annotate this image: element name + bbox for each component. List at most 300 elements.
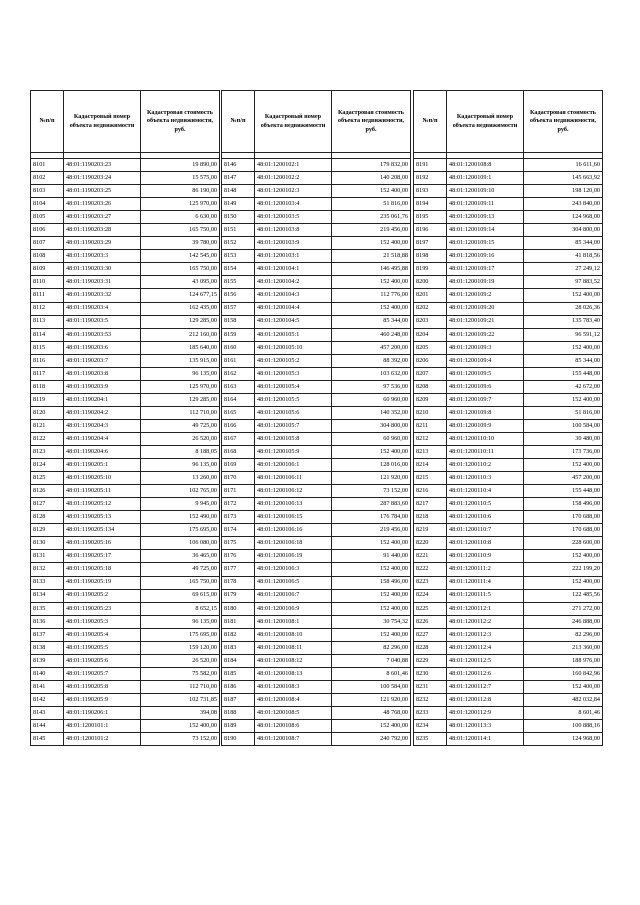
cadastral-value: 49 725,00 [141,563,220,576]
cadastral-number: 48:01:1200109:5 [447,367,524,380]
cadastral-number: 48:01:1190203:27 [64,211,141,224]
cadastral-number: 48:01:1200110:7 [447,524,524,537]
row-number: 8117 [31,367,64,380]
row-number: 8134 [31,589,64,602]
cadastral-value: 85 344,00 [332,315,411,328]
cadastral-value: 49 725,00 [141,419,220,432]
cadastral-number: 48:01:1200109:15 [447,237,524,250]
cadastral-number: 48:01:1190203:26 [64,198,141,211]
cadastral-value: 39 780,00 [141,237,220,250]
cadastral-number: 48:01:1200112:9 [447,706,524,719]
table-row [414,459,603,472]
cadastral-number: 48:01:1190205:12 [64,498,141,511]
cadastral-value: 146 495,88 [332,263,411,276]
row-number: 8105 [31,211,64,224]
cadastral-number: 48:01:1200101:2 [64,733,141,746]
cadastral-number: 48:01:1190205:16 [64,537,141,550]
cadastral-number: 48:01:1200112:4 [447,641,524,654]
cadastral-value: 16 611,60 [524,159,603,172]
cadastral-number: 48:01:1200110:5 [447,498,524,511]
cadastral-value: 51 816,00 [524,406,603,419]
table-row [414,354,603,367]
table-row [222,250,411,263]
table-row [222,524,411,537]
cadastral-number: 48:01:1190203:3 [64,250,141,263]
row-number: 8235 [414,733,447,746]
table-row [222,406,411,419]
row-number: 8165 [222,406,255,419]
header-cadastral: Кадастровый номер объекта недвижимости [447,91,524,153]
cadastral-value: 15 575,00 [141,172,220,185]
row-number: 8177 [222,563,255,576]
cadastral-value: 152 400,00 [332,185,411,198]
cadastral-value: 122 485,56 [524,589,603,602]
row-number: 8183 [222,641,255,654]
row-number: 8149 [222,198,255,211]
cadastral-number: 48:01:1190203:24 [64,172,141,185]
cadastral-value: 152 400,00 [524,550,603,563]
cadastral-value: 170 688,00 [524,524,603,537]
cadastral-value: 73 152,00 [332,485,411,498]
cadastral-value: 26 520,00 [141,654,220,667]
cadastral-value: 152 400,00 [332,446,411,459]
table-row [222,641,411,654]
row-number: 8156 [222,289,255,302]
cadastral-value: 8 652,15 [141,602,220,615]
cadastral-value: 8 188,05 [141,446,220,459]
table-row [222,302,411,315]
table-row [31,615,220,628]
cadastral-value: 304 800,00 [524,224,603,237]
cadastral-number: 48:01:1200106:7 [255,589,332,602]
cadastral-number: 48:01:1190205:17 [64,550,141,563]
row-number: 8203 [414,315,447,328]
cadastral-number: 48:01:1200106:18 [255,537,332,550]
register-table-3 [413,90,603,746]
row-number: 8210 [414,406,447,419]
cadastral-value: 30 754,32 [332,615,411,628]
cadastral-value: 457 200,00 [524,472,603,485]
table-row [222,393,411,406]
cadastral-value: 176 784,00 [332,511,411,524]
row-number: 8207 [414,367,447,380]
row-number: 8173 [222,511,255,524]
row-number: 8161 [222,354,255,367]
row-number: 8230 [414,667,447,680]
cadastral-number: 48:01:1200111:4 [447,576,524,589]
cadastral-number: 48:01:1200106:13 [255,498,332,511]
cadastral-number: 48:01:1200103:9 [255,237,332,250]
table-row [222,159,411,172]
header-row [31,91,220,153]
cadastral-value: 219 456,00 [332,224,411,237]
row-number: 8220 [414,537,447,550]
row-number: 8110 [31,276,64,289]
row-number: 8227 [414,628,447,641]
row-number: 8132 [31,563,64,576]
cadastral-number: 48:01:1190204:2 [64,406,141,419]
row-number: 8130 [31,537,64,550]
cadastral-number: 48:01:1200105:4 [255,380,332,393]
table-row [222,680,411,693]
row-number: 8155 [222,276,255,289]
cadastral-value: 271 272,00 [524,602,603,615]
table-row [414,367,603,380]
row-number: 8101 [31,159,64,172]
cadastral-value: 102 765,00 [141,485,220,498]
cadastral-number: 48:01:1200105:5 [255,393,332,406]
cadastral-number: 48:01:1200102:1 [255,159,332,172]
table-row [31,211,220,224]
table-row [222,733,411,746]
table-row [222,198,411,211]
cadastral-number: 48:01:1200108:12 [255,654,332,667]
cadastral-number: 48:01:1190203:25 [64,185,141,198]
row-number: 8133 [31,576,64,589]
row-number: 8138 [31,641,64,654]
cadastral-number: 48:01:1200109:13 [447,211,524,224]
cadastral-value: 88 392,00 [332,354,411,367]
table-row [414,432,603,445]
cadastral-value: 162 435,00 [141,302,220,315]
table-row [31,185,220,198]
table-row [31,680,220,693]
header-value: Кадастровая стоимость объекта недвижимости, руб. [141,91,220,153]
table-row [222,511,411,524]
row-number: 8159 [222,328,255,341]
row-number: 8194 [414,198,447,211]
row-number: 8109 [31,263,64,276]
table-row [31,511,220,524]
cadastral-value: 243 840,00 [524,198,603,211]
row-number: 8189 [222,720,255,733]
table-row [31,380,220,393]
cadastral-value: 121 920,00 [332,472,411,485]
cadastral-number: 48:01:1200105:2 [255,354,332,367]
row-number: 8180 [222,602,255,615]
cadastral-number: 48:01:1190203:31 [64,276,141,289]
register-table-2 [221,90,411,746]
table-row [222,654,411,667]
row-number: 8218 [414,511,447,524]
table-row [31,315,220,328]
cadastral-value: 212 160,00 [141,328,220,341]
cadastral-number: 48:01:1200108:7 [255,733,332,746]
row-number: 8121 [31,419,64,432]
table-row [31,302,220,315]
cadastral-value: 152 490,00 [141,511,220,524]
row-number: 8118 [31,380,64,393]
cadastral-value: 165 750,00 [141,263,220,276]
cadastral-value: 82 296,00 [524,628,603,641]
cadastral-number: 48:01:1190205:10 [64,472,141,485]
row-number: 8224 [414,589,447,602]
table-row [31,733,220,746]
cadastral-value: 48 768,00 [332,706,411,719]
cadastral-value: 142 545,00 [141,250,220,263]
register-table-2-body [222,91,411,746]
row-number: 8164 [222,393,255,406]
table-row [414,315,603,328]
table-row [222,263,411,276]
cadastral-value: 152 400,00 [332,237,411,250]
table-row [414,341,603,354]
cadastral-number: 48:01:1200110:8 [447,537,524,550]
cadastral-value: 460 248,00 [332,328,411,341]
table-row [414,706,603,719]
cadastral-number: 48:01:1190203:28 [64,224,141,237]
cadastral-value: 222 199,20 [524,563,603,576]
cadastral-value: 21 518,88 [332,250,411,263]
cadastral-value: 175 695,00 [141,628,220,641]
cadastral-value: 69 615,00 [141,589,220,602]
cadastral-number: 48:01:1200106:3 [255,563,332,576]
row-number: 8144 [31,720,64,733]
table-row [31,446,220,459]
table-row [222,328,411,341]
table-row [414,302,603,315]
cadastral-number: 48:01:1200104:3 [255,289,332,302]
cadastral-number: 48:01:1190204:4 [64,432,141,445]
cadastral-number: 48:01:1200109:9 [447,419,524,432]
cadastral-number: 48:01:1200112:8 [447,693,524,706]
table-row [31,224,220,237]
row-number: 8111 [31,289,64,302]
table-row [222,237,411,250]
cadastral-number: 48:01:1200109:19 [447,276,524,289]
cadastral-value: 145 663,92 [524,172,603,185]
row-number: 8212 [414,432,447,445]
table-row [222,576,411,589]
cadastral-number: 48:01:1200109:10 [447,185,524,198]
table-row [414,733,603,746]
cadastral-value: 246 888,00 [524,615,603,628]
cadastral-number: 48:01:1200112:2 [447,615,524,628]
cadastral-number: 48:01:1190203:23 [64,159,141,172]
table-row [222,276,411,289]
cadastral-number: 48:01:1190206:1 [64,706,141,719]
table-row [222,720,411,733]
row-number: 8184 [222,654,255,667]
cadastral-value: 165 750,00 [141,576,220,589]
row-number: 8160 [222,341,255,354]
cadastral-number: 48:01:1190203:29 [64,237,141,250]
row-number: 8196 [414,224,447,237]
cadastral-value: 124 968,00 [524,211,603,224]
row-number: 8198 [414,250,447,263]
cadastral-value: 482 032,84 [524,693,603,706]
row-number: 8148 [222,185,255,198]
cadastral-number: 48:01:1200109:17 [447,263,524,276]
cadastral-value: 152 400,00 [332,302,411,315]
row-number: 8168 [222,446,255,459]
cadastral-number: 48:01:1200109:11 [447,198,524,211]
table-row [414,472,603,485]
row-number: 8200 [414,276,447,289]
table-row [31,198,220,211]
row-number: 8195 [414,211,447,224]
cadastral-value: 235 061,76 [332,211,411,224]
cadastral-value: 128 016,00 [332,459,411,472]
cadastral-value: 91 440,00 [332,550,411,563]
row-number: 8128 [31,511,64,524]
table-row [414,328,603,341]
cadastral-value: 73 152,00 [141,733,220,746]
cadastral-value: 26 520,00 [141,432,220,445]
row-number: 8178 [222,576,255,589]
cadastral-value: 152 400,00 [332,537,411,550]
cadastral-number: 48:01:1190205:13 [64,511,141,524]
cadastral-value: 28 026,36 [524,302,603,315]
table-row [31,720,220,733]
header-num: №п/п [222,91,255,153]
row-number: 8127 [31,498,64,511]
cadastral-value: 19 890,00 [141,159,220,172]
row-number: 8192 [414,172,447,185]
row-number: 8191 [414,159,447,172]
header-num: №п/п [414,91,447,153]
cadastral-value: 30 480,00 [524,432,603,445]
table-row [414,511,603,524]
row-number: 8208 [414,380,447,393]
register-table-3-body [414,91,603,746]
table-row [222,628,411,641]
cadastral-number: 48:01:1200106:9 [255,602,332,615]
cadastral-value: 152 400,00 [524,459,603,472]
table-row [31,263,220,276]
cadastral-number: 48:01:1190203:7 [64,354,141,367]
table-row [222,224,411,237]
row-number: 8176 [222,550,255,563]
cadastral-number: 48:01:1200110:11 [447,446,524,459]
table-row [414,550,603,563]
table-row [31,485,220,498]
row-number: 8152 [222,237,255,250]
cadastral-value: 60 960,00 [332,432,411,445]
cadastral-value: 188 976,00 [524,654,603,667]
cadastral-value: 129 285,00 [141,393,220,406]
cadastral-number: 48:01:1200109:7 [447,393,524,406]
cadastral-number: 48:01:1200105:7 [255,419,332,432]
table-row [414,537,603,550]
cadastral-value: 129 285,00 [141,315,220,328]
table-row [222,432,411,445]
row-number: 8147 [222,172,255,185]
cadastral-value: 9 945,00 [141,498,220,511]
cadastral-number: 48:01:1200109:4 [447,354,524,367]
table-row [222,211,411,224]
cadastral-number: 48:01:1200105:10 [255,341,332,354]
table-row [414,406,603,419]
row-number: 8107 [31,237,64,250]
table-row [414,628,603,641]
cadastral-value: 152 400,00 [524,393,603,406]
row-number: 8211 [414,419,447,432]
cadastral-value: 152 400,00 [332,276,411,289]
row-number: 8126 [31,485,64,498]
cadastral-number: 48:01:1200106:15 [255,511,332,524]
cadastral-number: 48:01:1200103:8 [255,224,332,237]
cadastral-number: 48:01:1200109:22 [447,328,524,341]
cadastral-value: 158 496,00 [332,576,411,589]
cadastral-value: 8 601,46 [524,706,603,719]
row-number: 8222 [414,563,447,576]
table-row [31,628,220,641]
cadastral-value: 152 400,00 [524,680,603,693]
cadastral-value: 457 200,00 [332,341,411,354]
table-row [414,615,603,628]
cadastral-value: 86 190,00 [141,185,220,198]
row-number: 8204 [414,328,447,341]
row-number: 8223 [414,576,447,589]
table-row [222,289,411,302]
table-row [222,367,411,380]
cadastral-number: 48:01:1190203:4 [64,302,141,315]
row-number: 8167 [222,432,255,445]
table-row [222,459,411,472]
row-number: 8226 [414,615,447,628]
cadastral-number: 48:01:1190205:134 [64,524,141,537]
row-number: 8190 [222,733,255,746]
row-number: 8231 [414,680,447,693]
row-number: 8193 [414,185,447,198]
cadastral-value: 82 296,00 [332,641,411,654]
table-row [222,446,411,459]
cadastral-value: 152 400,00 [332,589,411,602]
row-number: 8112 [31,302,64,315]
row-number: 8202 [414,302,447,315]
row-number: 8179 [222,589,255,602]
table-row [222,185,411,198]
cadastral-value: 43 095,00 [141,276,220,289]
row-number: 8213 [414,446,447,459]
cadastral-number: 48:01:1190205:9 [64,693,141,706]
cadastral-value: 96 135,00 [141,367,220,380]
row-number: 8219 [414,524,447,537]
cadastral-value: 100 584,00 [332,680,411,693]
row-number: 8102 [31,172,64,185]
cadastral-number: 48:01:1200108:13 [255,667,332,680]
cadastral-value: 100 888,16 [524,720,603,733]
table-row [31,472,220,485]
row-number: 8233 [414,706,447,719]
register-table-1 [30,90,220,746]
table-row [31,576,220,589]
table-row [31,276,220,289]
cadastral-value: 175 695,00 [141,524,220,537]
row-number: 8119 [31,393,64,406]
row-number: 8206 [414,354,447,367]
header-value: Кадастровая стоимость объекта недвижимости, руб. [524,91,603,153]
cadastral-number: 48:01:1200103:1 [255,250,332,263]
cadastral-number: 48:01:1200101:1 [64,720,141,733]
cadastral-number: 48:01:1190205:2 [64,589,141,602]
row-number: 8217 [414,498,447,511]
cadastral-number: 48:01:1200110:6 [447,511,524,524]
table-row [31,563,220,576]
table-row [414,159,603,172]
cadastral-number: 48:01:1190205:11 [64,485,141,498]
cadastral-number: 48:01:1200108:5 [255,706,332,719]
row-number: 8163 [222,380,255,393]
cadastral-number: 48:01:1200108:3 [255,680,332,693]
cadastral-number: 48:01:1200110:4 [447,485,524,498]
header-row [414,91,603,153]
row-number: 8216 [414,485,447,498]
table-row [31,172,220,185]
cadastral-number: 48:01:1200110:9 [447,550,524,563]
row-number: 8158 [222,315,255,328]
